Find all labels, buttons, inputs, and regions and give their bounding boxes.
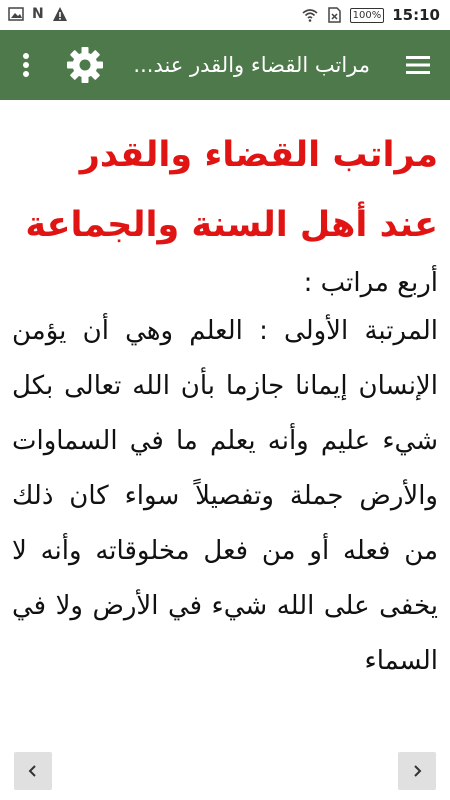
battery-icon: 100% [350, 8, 385, 23]
chevron-left-icon [26, 764, 40, 778]
clock: 15:10 [392, 6, 440, 24]
overflow-menu-icon[interactable] [14, 50, 38, 80]
previous-page-button[interactable] [14, 752, 52, 790]
sim-icon [326, 7, 342, 23]
n-icon: N [32, 6, 44, 22]
gear-icon[interactable] [66, 46, 104, 84]
status-bar [0, 0, 450, 30]
wifi-icon [302, 7, 318, 23]
next-page-button[interactable] [398, 752, 436, 790]
hamburger-menu-icon[interactable] [404, 52, 432, 78]
article-title: مراتب القضاء والقدر عند أهل السنة والجماعة [25, 135, 438, 245]
image-icon [8, 6, 24, 22]
chevron-right-icon [410, 764, 424, 778]
article-content[interactable] [0, 100, 450, 752]
article-intro: أربع مراتب : [303, 268, 438, 298]
article-body: المرتبة الأولى : العلم وهي أن يؤمن الإنسان إيمانا جازما بأن الله تعالى بكل شيء عليم وأنه يعلم ما في السماوات والأرض جملة وتفصيلاً سواء كان ذلك من فعله أو من فعل مخلوقاته وأنه لا يخفى على الله شيء في الأرض ولا في السماء [12, 316, 438, 676]
app-toolbar [0, 30, 450, 100]
warning-icon [52, 6, 68, 22]
toolbar-title: مراتب القضاء والقدر عند... [133, 53, 370, 77]
bottom-navigation [0, 752, 450, 800]
